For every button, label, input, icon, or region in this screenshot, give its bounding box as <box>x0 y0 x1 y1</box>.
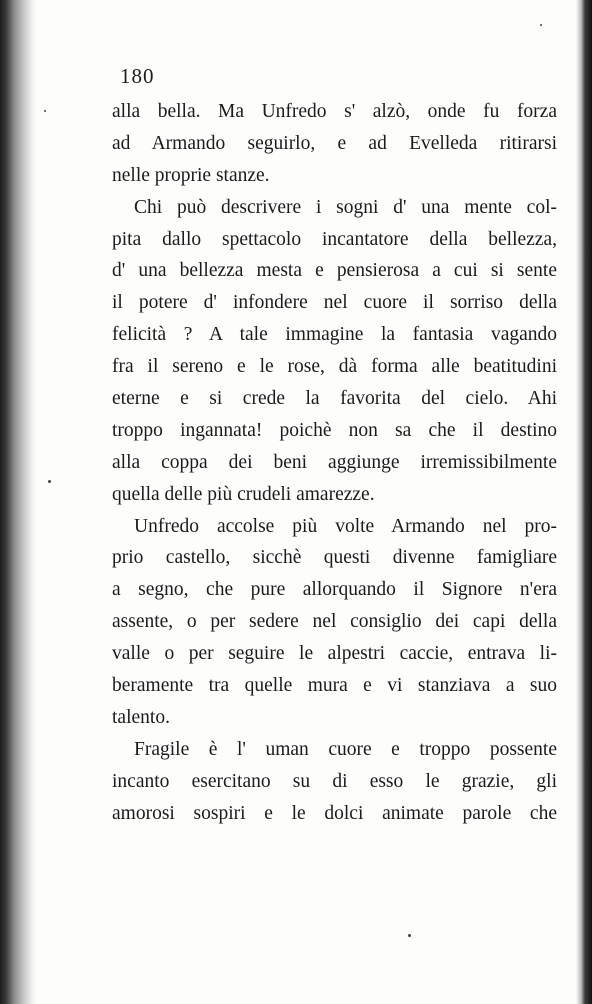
page-content <box>112 62 557 829</box>
text-line: Unfredo accolse più volte Armando nel pro- <box>134 515 557 537</box>
text-line: il potere d' infondere nel cuore il sorriso della <box>112 292 557 314</box>
text-line: quella delle più crudeli amarezze. <box>112 483 375 505</box>
text-line: felicità ? A tale immagine la fantasia vagando <box>112 324 557 346</box>
text-line: amorosi sospiri e le dolci animate parole che <box>112 802 557 824</box>
text-line: nelle proprie stanze. <box>112 164 270 186</box>
page-number: 180 <box>120 64 155 88</box>
text-line: ad Armando seguirlo, e ad Evelleda ritirarsi <box>112 132 557 154</box>
text-line: alla bella. Ma Unfredo s' alzò, onde fu forza <box>112 101 557 122</box>
text-line: eterne e si crede la favorita del cielo. Ahi <box>112 388 557 410</box>
paper-speck <box>540 24 542 26</box>
paper-speck <box>48 480 51 483</box>
paper-speck <box>44 110 46 112</box>
text-line: alla coppa dei beni aggiunge irremissibilmente <box>112 451 557 473</box>
text-line: troppo ingannata! poichè non sa che il destino <box>112 419 557 441</box>
text-line: valle o per seguire le alpestri caccie, entrava li- <box>112 643 557 665</box>
text-line: Fragile è l' uman cuore e troppo possente <box>134 738 557 760</box>
text-line: fra il sereno e le rose, dà forma alle beatitudini <box>112 356 557 378</box>
binding-shadow <box>0 0 36 1004</box>
paper-speck <box>408 934 411 937</box>
text-line: Chi può descrivere i sogni d' una mente col- <box>134 196 557 218</box>
text-line: incanto esercitano su di esso le grazie, gli <box>112 770 557 792</box>
text-line: beramente tra quelle mura e vi stanziava a suo <box>112 675 557 697</box>
text-line: assente, o per sedere nel consiglio dei capi della <box>112 611 557 633</box>
text-line: d' una bellezza mesta e pensierosa a cui si sente <box>112 260 557 282</box>
text-line: prio castello, sicchè questi divenne famigliare <box>112 547 557 569</box>
text-line: talento. <box>112 706 170 728</box>
text-line: a segno, che pure allorquando il Signore n'era <box>112 579 557 601</box>
body-text <box>112 96 557 829</box>
text-line: pita dallo spettacolo incantatore della bellezza, <box>112 228 557 250</box>
page-edge-shadow <box>576 0 592 1004</box>
